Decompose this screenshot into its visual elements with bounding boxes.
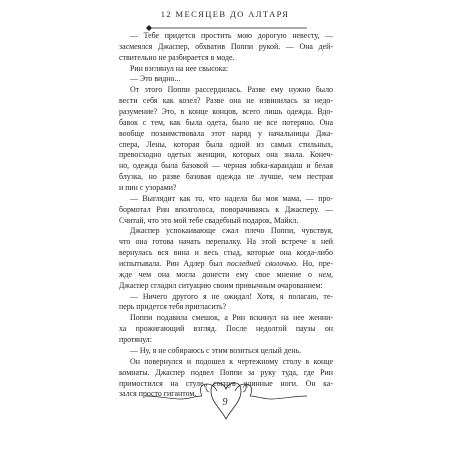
text-line [119, 281, 333, 292]
text-line-main: — Это видно... [130, 74, 181, 84]
text-line [119, 205, 333, 216]
text-line-main: жде чем она могла донести ему свое мнение о [119, 269, 312, 279]
text-line [119, 324, 333, 335]
text-line-main: Поппи подавила смешок, а Рин вскинул на нее женни- [130, 313, 333, 323]
text-line [119, 161, 333, 172]
text-line-main: комнаты. Джаспер подвел Поппи за руку туда, где Рин [119, 367, 333, 377]
text-line-rest: , [331, 269, 333, 279]
text-line-emphasis: последней сволочью [226, 259, 296, 269]
text-line-rest: . Но, пре- [296, 259, 333, 269]
text-line-main: — Ничего другого я не ожидал! Хотя, я полагаю, те- [130, 291, 333, 301]
text-line [119, 172, 333, 183]
text-line [119, 248, 333, 259]
text-line [119, 302, 333, 313]
text-line [119, 140, 333, 151]
text-line [119, 237, 333, 248]
text-line-main: спера, Лены, которая была одной из самых стильных, [119, 139, 333, 149]
text-line [119, 226, 333, 237]
text-line-main: что она готова начать перепалку. На этой встрече к ней [119, 237, 333, 247]
text-line-main: — Тебе придется простить мою дорогую невесту, — [130, 31, 333, 40]
text-line-main: засмеялся Джаспер, обхватив Поппи рукой. — Она дей- [119, 41, 333, 51]
text-line [119, 42, 333, 53]
text-line-main: бормотал Рин вполголоса, поворачиваясь к Джасперу. — [119, 204, 333, 214]
text-line [119, 335, 333, 346]
text-line [119, 31, 333, 42]
text-line-main: От этого Поппи рассердилась. Разве ему нужно было [130, 85, 333, 95]
page-number: 9 [222, 397, 228, 408]
text-line-main: испытывала. Рин Адлер был [119, 259, 223, 269]
text-line-main: перь придется тебя пригласить? [119, 302, 227, 312]
text-line [119, 129, 333, 140]
text-line [119, 313, 333, 324]
text-line [119, 216, 333, 227]
text-line [119, 357, 333, 368]
text-line-main: бавок с тем, как была одета, было не все потеряно. Она [119, 117, 333, 127]
text-line [119, 270, 333, 281]
text-line [119, 346, 333, 357]
text-line-main: ха прожигающий взгляд. После недолгой паузы он [119, 324, 333, 334]
text-line-main: Он повернулся и подошел к чертежному столу в конце [130, 356, 333, 366]
text-line-main: и пин с узорами? [119, 183, 177, 193]
text-line [119, 107, 333, 118]
text-line-main: Джаспер сгладил ситуацию своим привычным очарованием: [119, 280, 323, 290]
text-line [119, 118, 333, 129]
text-line-main: разумение? Это, в конце концов, всего лишь одежда. Вдо- [119, 107, 333, 117]
text-line-main: блузка, но разве базовая одежда не лучше, чем пестрая [119, 172, 333, 182]
text-line-emphasis: нем [318, 269, 331, 279]
text-line [119, 96, 333, 107]
text-line [119, 74, 333, 85]
text-line-main: вернулась вся вина и весь стыд, которые она когда-либо [119, 248, 333, 258]
text-line [119, 64, 333, 75]
text-line [119, 183, 333, 194]
text-line-main: примостился на стуле, согнув длинные ноги. Он ка- [119, 378, 333, 388]
text-line-main: зался просто гигантом. [119, 389, 197, 399]
text-line-main: вести себя как козел? Разве она не извинилась за недо- [119, 96, 333, 106]
text-line-main: но, одежда была базовой — черная юбка-карандаш и белая [119, 161, 333, 171]
text-line [119, 150, 333, 161]
text-line-main: — Выглядит как то, что надела бы моя мама, — про- [130, 193, 333, 203]
text-line-main: ствительно не разбирается в моде. [119, 52, 235, 62]
text-line-main: — Ну, я не собираюсь с этим возиться целый день. [130, 345, 302, 355]
running-head-title: 12 МЕСЯЦЕВ ДО АЛТАРЯ [160, 9, 290, 19]
text-line [119, 292, 333, 303]
text-line-main: протянул: [119, 335, 152, 345]
text-line-main: Рин взглянул на нее свысока: [130, 63, 229, 73]
text-line-main: Джаспер успокаивающе сжал плечо Поппи, чувствуя, [130, 226, 333, 236]
text-line-main: вообще позаимствовала этот наряд у начальницы Джа- [119, 128, 333, 138]
text-line [119, 194, 333, 205]
text-line [119, 259, 333, 270]
text-line [119, 85, 333, 96]
text-line-main: превосходно одетых женщин, которых она знала. Конеч- [119, 150, 333, 160]
body-text [119, 31, 333, 400]
text-line-main: Считай, что это мой тебе свадебный подарок, Майкл. [119, 215, 299, 225]
text-line [119, 53, 333, 64]
